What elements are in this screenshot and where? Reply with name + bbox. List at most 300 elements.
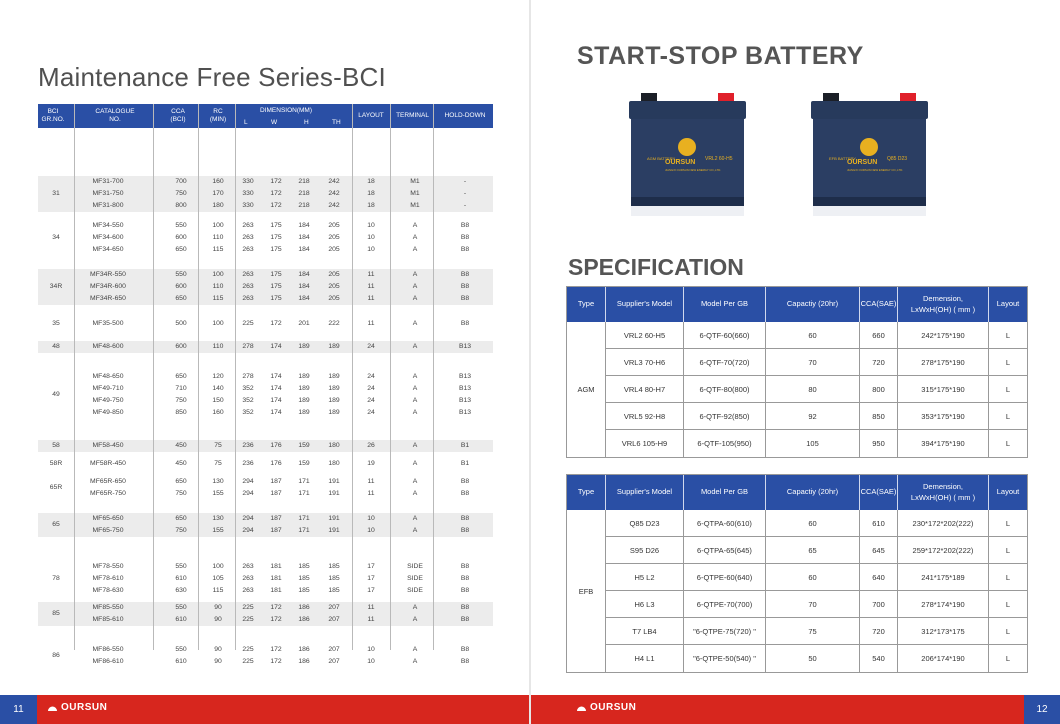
page-number: 12 — [1024, 695, 1060, 724]
header-dim-h: H — [304, 119, 309, 126]
bci-cell-catalogue: MF35-500 — [92, 320, 124, 327]
sun-logo-icon — [860, 138, 878, 156]
bci-cell-catalogue: MF86-550 — [92, 646, 124, 653]
bci-cell-dim-h: 159 — [298, 460, 310, 467]
bci-cell-holddown: - — [463, 202, 467, 209]
bci-cell-rc: 130 — [212, 515, 224, 522]
bci-table-body — [38, 128, 493, 665]
efb-spec-table — [566, 474, 1028, 673]
bci-cell-terminal: A — [412, 373, 418, 380]
battery-illustration — [629, 93, 746, 216]
bci-cell-terminal: A — [412, 604, 418, 611]
spec-row — [606, 403, 1027, 430]
bci-cell-cca: 750 — [175, 190, 187, 197]
bci-cell-holddown: B8 — [460, 604, 470, 611]
spec-row — [606, 510, 1027, 537]
spec-row — [606, 376, 1027, 403]
spec-cell-supplier-model: S95 D26 — [606, 537, 684, 563]
bci-cell-cca: 750 — [175, 397, 187, 404]
bci-cell-holddown: B8 — [460, 271, 470, 278]
bci-cell-dim-l: 263 — [242, 271, 254, 278]
bci-cell-holddown: B13 — [458, 409, 472, 416]
bci-cell-layout: 10 — [367, 527, 375, 534]
column-divider — [390, 104, 391, 650]
spec-body — [567, 510, 1027, 672]
bci-cell-catalogue: MF65-750 — [92, 527, 124, 534]
spec-cell-layout: L — [1005, 330, 1011, 340]
bci-cell-rc: 90 — [214, 658, 222, 665]
bci-cell-holddown: B8 — [460, 295, 470, 302]
bci-cell-catalogue: MF86-610 — [92, 658, 124, 665]
bci-cell-catalogue: MF31-750 — [92, 190, 124, 197]
spec-cell-dimension: 241*175*189 — [898, 564, 989, 590]
bci-cell-terminal: A — [412, 616, 418, 623]
bci-cell-holddown: B8 — [460, 563, 470, 570]
bci-cell-layout: 24 — [367, 409, 375, 416]
spec-cell-cca: 800 — [860, 376, 898, 402]
spec-header-layout: Layout — [996, 299, 1020, 309]
footer-brand-text: OURSUN — [61, 702, 108, 713]
bci-cell-rc: 110 — [212, 283, 224, 290]
spec-header-type: Type — [567, 475, 606, 510]
spec-cell-layout: L — [1005, 518, 1011, 528]
bci-cell-holddown: B13 — [458, 343, 472, 350]
bci-cell-holddown: B8 — [460, 575, 470, 582]
bci-cell-dim-th: 189 — [328, 385, 340, 392]
bci-cell-dim-th: 205 — [328, 283, 340, 290]
spec-cell-supplier-model: T7 LB4 — [606, 618, 684, 644]
bci-cell-rc: 115 — [212, 246, 224, 253]
spec-header-dimension-line2: LxWxH(OH) ( mm ) — [910, 304, 976, 314]
bci-cell-dim-th: 180 — [328, 460, 340, 467]
bci-cell-cca: 750 — [175, 490, 187, 497]
spec-row — [606, 537, 1027, 564]
footer-brand-text: OURSUN — [590, 702, 637, 713]
battery-reflection — [813, 206, 926, 216]
bci-cell-dim-w: 172 — [270, 646, 282, 653]
bci-cell-layout: 10 — [367, 515, 375, 522]
battery-reflection — [631, 206, 744, 216]
bci-cell-dim-w: 175 — [270, 234, 282, 241]
bci-cell-dim-l: 263 — [242, 234, 254, 241]
bci-cell-terminal: A — [412, 343, 418, 350]
spec-cell-supplier-model: Q85 D23 — [606, 510, 684, 536]
column-divider — [235, 104, 236, 650]
spec-cell-capacity: 60 — [766, 322, 860, 348]
bci-table — [38, 104, 493, 665]
spec-header-row — [567, 475, 1027, 510]
efb-battery-image — [811, 93, 928, 216]
bci-cell-holddown: B1 — [460, 442, 470, 449]
bci-cell-dim-th: 207 — [328, 646, 340, 653]
bci-cell-layout: 11 — [367, 271, 375, 278]
bci-group-number: 78 — [52, 575, 60, 582]
bci-cell-layout: 11 — [367, 604, 375, 611]
bci-cell-catalogue: MF58-450 — [92, 442, 124, 449]
bci-cell-dim-w: 172 — [270, 658, 282, 665]
spec-cell-capacity: 65 — [766, 537, 860, 563]
bci-cell-dim-w: 174 — [270, 409, 282, 416]
bci-group-number: 85 — [52, 610, 60, 617]
right-footer — [531, 695, 1060, 724]
bci-cell-terminal: A — [412, 397, 418, 404]
bci-cell-cca: 450 — [175, 442, 187, 449]
bci-cell-dim-l: 225 — [242, 616, 254, 623]
bci-cell-dim-w: 175 — [270, 283, 282, 290]
bci-cell-dim-w: 187 — [270, 478, 282, 485]
bci-cell-terminal: SIDE — [407, 563, 423, 570]
bci-cell-dim-h: 171 — [298, 490, 310, 497]
bci-cell-dim-w: 175 — [270, 295, 282, 302]
bci-cell-holddown: B8 — [460, 478, 470, 485]
battery-company-label: JIANGXI OURSUN NEW ENERGY CO.,LTD. — [665, 168, 721, 172]
bci-cell-dim-h: 189 — [298, 397, 310, 404]
bci-cell-cca: 550 — [175, 604, 187, 611]
left-page — [0, 0, 529, 724]
bci-cell-catalogue: MF78-610 — [92, 575, 124, 582]
bci-cell-layout: 11 — [367, 295, 375, 302]
bci-cell-dim-h: 159 — [298, 442, 310, 449]
bci-cell-layout: 11 — [367, 616, 375, 623]
footer-logo — [576, 702, 636, 713]
bci-cell-layout: 24 — [367, 385, 375, 392]
bci-cell-terminal: M1 — [410, 178, 420, 185]
spec-body — [567, 322, 1027, 457]
bci-cell-dim-th: 189 — [328, 409, 340, 416]
bci-cell-dim-l: 263 — [242, 246, 254, 253]
spec-cell-supplier-model: VRL5 92-H8 — [606, 403, 684, 429]
bci-cell-dim-w: 174 — [270, 397, 282, 404]
bci-cell-catalogue: MF34-600 — [92, 234, 124, 241]
column-divider — [74, 104, 75, 650]
bci-cell-dim-w: 187 — [270, 527, 282, 534]
spec-cell-capacity: 60 — [766, 564, 860, 590]
bci-cell-layout: 24 — [367, 343, 375, 350]
bci-cell-terminal: A — [412, 271, 418, 278]
bci-cell-dim-th: 185 — [328, 563, 340, 570]
bci-cell-rc: 140 — [212, 385, 224, 392]
spec-cell-gb-model: 6-QTPA-65(645) — [684, 537, 766, 563]
battery-base — [631, 197, 744, 206]
spec-cell-gb-model: "6-QTPE-75(720) " — [684, 618, 766, 644]
bci-cell-holddown: B8 — [460, 320, 470, 327]
bci-cell-catalogue: MF34R-650 — [90, 295, 126, 302]
spec-cell-capacity: 70 — [766, 591, 860, 617]
bci-cell-holddown: B8 — [460, 234, 470, 241]
spec-cell-layout: L — [1005, 654, 1011, 663]
bci-cell-holddown: B8 — [460, 587, 470, 594]
battery-brand-label: OURSUN — [847, 159, 878, 166]
bci-cell-dim-w: 174 — [270, 373, 282, 380]
bci-cell-dim-th: 191 — [328, 490, 340, 497]
bci-cell-cca: 700 — [175, 178, 187, 185]
battery-illustration — [811, 93, 928, 216]
spec-cell-capacity: 70 — [766, 349, 860, 375]
bci-cell-dim-th: 242 — [328, 202, 340, 209]
bci-cell-holddown: B8 — [460, 515, 470, 522]
spec-header-cca: CCA(SAE) — [860, 287, 898, 322]
spec-cell-cca: 645 — [860, 537, 898, 563]
bci-cell-dim-l: 236 — [242, 460, 254, 467]
bci-cell-terminal: A — [412, 246, 418, 253]
bci-cell-rc: 100 — [212, 563, 224, 570]
spec-header-cca: CCA(SAE) — [860, 475, 898, 510]
bci-cell-dim-h: 218 — [298, 190, 310, 197]
bci-cell-catalogue: MF34-650 — [92, 246, 124, 253]
spec-header-gb: Model Per GB — [684, 287, 766, 322]
bci-cell-dim-h: 189 — [298, 373, 310, 380]
bci-cell-rc: 100 — [212, 222, 224, 229]
bci-cell-dim-h: 184 — [298, 283, 310, 290]
bci-cell-dim-th: 189 — [328, 397, 340, 404]
spec-header-row — [567, 287, 1027, 322]
spec-cell-supplier-model: H4 L1 — [606, 645, 684, 672]
bci-cell-dim-l: 330 — [242, 178, 254, 185]
spec-header-capacity: Capactiy (20hr) — [766, 287, 860, 322]
spec-cell-dimension: 315*175*190 — [898, 376, 989, 402]
bci-group-number: 58R — [49, 460, 63, 467]
bci-cell-dim-h: 184 — [298, 246, 310, 253]
bci-cell-holddown: B13 — [458, 397, 472, 404]
bci-cell-dim-th: 205 — [328, 295, 340, 302]
bci-cell-dim-h: 186 — [298, 604, 310, 611]
bci-cell-holddown: B8 — [460, 490, 470, 497]
spec-cell-gb-model: 6-QTF-80(800) — [684, 376, 766, 402]
bci-cell-dim-w: 172 — [270, 604, 282, 611]
bci-cell-cca: 750 — [175, 527, 187, 534]
bci-cell-layout: 24 — [367, 373, 375, 380]
bci-cell-cca: 850 — [175, 409, 187, 416]
bci-cell-cca: 600 — [175, 343, 187, 350]
spec-header-supplier: Supplier's Model — [606, 287, 684, 322]
spec-rows — [606, 510, 1027, 672]
bci-cell-dim-l: 330 — [242, 190, 254, 197]
bci-cell-dim-th: 207 — [328, 604, 340, 611]
bci-cell-holddown: - — [463, 178, 467, 185]
bci-cell-layout: 17 — [367, 587, 375, 594]
bci-cell-cca: 450 — [175, 460, 187, 467]
bci-cell-cca: 710 — [175, 385, 187, 392]
bci-cell-dim-h: 185 — [298, 563, 310, 570]
bci-cell-catalogue: MF85-610 — [92, 616, 124, 623]
bci-group-number: 65R — [49, 484, 63, 491]
bci-cell-catalogue: MF48-650 — [92, 373, 124, 380]
bci-cell-dim-th: 205 — [328, 271, 340, 278]
bci-cell-dim-w: 175 — [270, 222, 282, 229]
spec-header-dimension-line1: Demension, — [922, 482, 964, 492]
bci-cell-layout: 10 — [367, 246, 375, 253]
bci-cell-terminal: A — [412, 490, 418, 497]
spec-cell-layout: L — [1005, 411, 1011, 421]
spec-header-capacity: Capactiy (20hr) — [766, 475, 860, 510]
bci-cell-dim-h: 184 — [298, 222, 310, 229]
spec-cell-gb-model: 6-QTPE-60(640) — [684, 564, 766, 590]
bci-cell-dim-l: 352 — [242, 397, 254, 404]
bci-group-number: 34 — [52, 234, 60, 241]
spec-cell-supplier-model: VRL3 70-H6 — [606, 349, 684, 375]
bci-cell-dim-w: 181 — [270, 575, 282, 582]
bci-cell-layout: 26 — [367, 442, 375, 449]
bci-cell-terminal: A — [412, 283, 418, 290]
bci-cell-cca: 650 — [175, 246, 187, 253]
bci-cell-cca: 550 — [175, 271, 187, 278]
bci-cell-dim-w: 176 — [270, 442, 282, 449]
bci-cell-dim-h: 171 — [298, 515, 310, 522]
spec-row — [606, 564, 1027, 591]
bci-cell-rc: 115 — [212, 295, 224, 302]
bci-cell-rc: 100 — [212, 271, 224, 278]
bci-cell-cca: 650 — [175, 515, 187, 522]
bci-cell-dim-h: 218 — [298, 178, 310, 185]
bci-cell-layout: 18 — [367, 190, 375, 197]
battery-type-label: AGM BATTERY — [647, 156, 676, 161]
spec-header-dimension-text — [911, 294, 975, 314]
bci-cell-cca: 610 — [175, 658, 187, 665]
battery-type-label: EFB BATTERY — [829, 156, 856, 161]
spec-cell-capacity: 60 — [766, 510, 860, 536]
bci-cell-cca: 650 — [175, 373, 187, 380]
spec-type-cell: AGM — [567, 322, 606, 457]
bci-cell-dim-w: 187 — [270, 490, 282, 497]
bci-cell-dim-w: 172 — [270, 616, 282, 623]
bci-cell-cca: 600 — [175, 283, 187, 290]
spec-cell-layout: L — [1005, 384, 1011, 394]
bci-cell-terminal: M1 — [410, 202, 420, 209]
bci-cell-rc: 160 — [212, 178, 224, 185]
spec-row — [606, 591, 1027, 618]
bci-group-number: 49 — [52, 391, 60, 398]
column-divider — [153, 104, 154, 650]
header-dim-l: L — [244, 119, 248, 126]
bci-cell-dim-h: 171 — [298, 478, 310, 485]
bci-cell-dim-l: 330 — [242, 202, 254, 209]
bci-cell-cca: 600 — [175, 234, 187, 241]
bci-cell-dim-th: 191 — [328, 478, 340, 485]
bci-cell-cca: 550 — [175, 222, 187, 229]
bci-cell-dim-w: 172 — [270, 202, 282, 209]
bci-cell-terminal: A — [412, 646, 418, 653]
spec-row — [606, 349, 1027, 376]
footer-logo — [47, 702, 107, 713]
spec-header-gb: Model Per GB — [684, 475, 766, 510]
spec-cell-cca: 850 — [860, 403, 898, 429]
bci-cell-layout: 11 — [367, 320, 375, 327]
spec-header-dimension-line2: LxWxH(OH) ( mm ) — [910, 492, 976, 502]
spec-cell-cca: 720 — [860, 349, 898, 375]
bci-group-number: 58 — [52, 442, 60, 449]
bci-cell-dim-l: 263 — [242, 283, 254, 290]
header-terminal: TERMINAL — [396, 111, 429, 119]
spec-header-dimension-text — [911, 482, 975, 502]
spec-cell-cca: 610 — [860, 510, 898, 536]
bci-cell-catalogue: MF78-550 — [92, 563, 124, 570]
bci-cell-layout: 19 — [367, 460, 375, 467]
spec-cell-capacity: 105 — [766, 430, 860, 457]
spec-cell-dimension: 278*175*190 — [898, 349, 989, 375]
spec-header-dimension-line1: Demension, — [922, 294, 964, 304]
spec-cell-cca: 700 — [860, 591, 898, 617]
bci-cell-dim-h: 185 — [298, 587, 310, 594]
bci-group-number: 65 — [52, 521, 60, 528]
bci-cell-rc: 170 — [212, 190, 224, 197]
agm-spec-table — [566, 286, 1028, 458]
bci-cell-catalogue: MF49-750 — [92, 397, 124, 404]
bci-cell-catalogue: MF65-650 — [92, 515, 124, 522]
header-dimension: DIMENSION(MM) — [260, 107, 312, 114]
header-catalogue: CATALOGUE NO. — [95, 107, 135, 123]
spec-row — [606, 430, 1027, 457]
bci-cell-dim-l: 263 — [242, 295, 254, 302]
spec-cell-gb-model: "6-QTPE-50(540) " — [684, 645, 766, 672]
spec-cell-dimension: 242*175*190 — [898, 322, 989, 348]
bci-cell-terminal: A — [412, 234, 418, 241]
bci-cell-rc: 110 — [212, 343, 224, 350]
spec-cell-supplier-model: VRL2 60-H5 — [606, 322, 684, 348]
bci-cell-catalogue: MF58R-450 — [90, 460, 126, 467]
spec-cell-capacity: 75 — [766, 618, 860, 644]
bci-cell-terminal: A — [412, 295, 418, 302]
bci-cell-dim-l: 263 — [242, 563, 254, 570]
bci-cell-dim-w: 187 — [270, 515, 282, 522]
bci-cell-rc: 100 — [212, 320, 224, 327]
battery-base — [813, 197, 926, 206]
bci-cell-terminal: A — [412, 460, 418, 467]
bci-table-header — [38, 104, 493, 128]
spec-cell-cca: 640 — [860, 564, 898, 590]
bci-cell-dim-l: 225 — [242, 658, 254, 665]
spec-cell-supplier-model: VRL4 80-H7 — [606, 376, 684, 402]
bci-cell-dim-l: 225 — [242, 604, 254, 611]
spec-cell-gb-model: 6-QTPE-70(700) — [684, 591, 766, 617]
bci-cell-terminal: A — [412, 478, 418, 485]
bci-cell-dim-l: 225 — [242, 320, 254, 327]
spec-cell-cca: 950 — [860, 430, 898, 457]
bci-cell-layout: 17 — [367, 563, 375, 570]
spec-cell-layout: L — [1005, 572, 1011, 582]
bci-cell-dim-h: 184 — [298, 295, 310, 302]
spec-cell-gb-model: 6-QTF-105(950) — [684, 430, 766, 457]
bci-cell-catalogue: MF65R-650 — [90, 478, 126, 485]
bci-cell-catalogue: MF78-630 — [92, 587, 124, 594]
spec-cell-gb-model: 6-QTPA-60(610) — [684, 510, 766, 536]
battery-lid — [811, 101, 928, 119]
bci-cell-dim-l: 278 — [242, 343, 254, 350]
bci-cell-rc: 75 — [214, 442, 222, 449]
spec-cell-supplier-model: H5 L2 — [606, 564, 684, 590]
bci-cell-rc: 155 — [212, 527, 224, 534]
bci-cell-dim-w: 175 — [270, 246, 282, 253]
bci-cell-rc: 150 — [212, 397, 224, 404]
bci-cell-rc: 115 — [212, 587, 224, 594]
sun-logo-icon — [47, 703, 58, 712]
battery-model-label: Q85 D23 — [887, 156, 908, 162]
bci-group-number: 48 — [52, 343, 60, 350]
bci-cell-dim-h: 186 — [298, 658, 310, 665]
header-bci: BCI GR.NO. — [41, 107, 65, 123]
page-title: Maintenance Free Series-BCI — [38, 62, 386, 92]
header-holddown: HOLD-DOWN — [444, 111, 486, 119]
spec-header-dimension — [898, 287, 989, 322]
bci-cell-layout: 10 — [367, 234, 375, 241]
spec-cell-dimension: 278*174*190 — [898, 591, 989, 617]
spec-cell-capacity: 80 — [766, 376, 860, 402]
spec-cell-dimension: 394*175*190 — [898, 430, 989, 457]
right-page — [531, 0, 1060, 724]
bci-cell-dim-h: 189 — [298, 343, 310, 350]
bci-cell-dim-l: 294 — [242, 490, 254, 497]
bci-cell-dim-th: 205 — [328, 222, 340, 229]
spec-cell-cca: 660 — [860, 322, 898, 348]
